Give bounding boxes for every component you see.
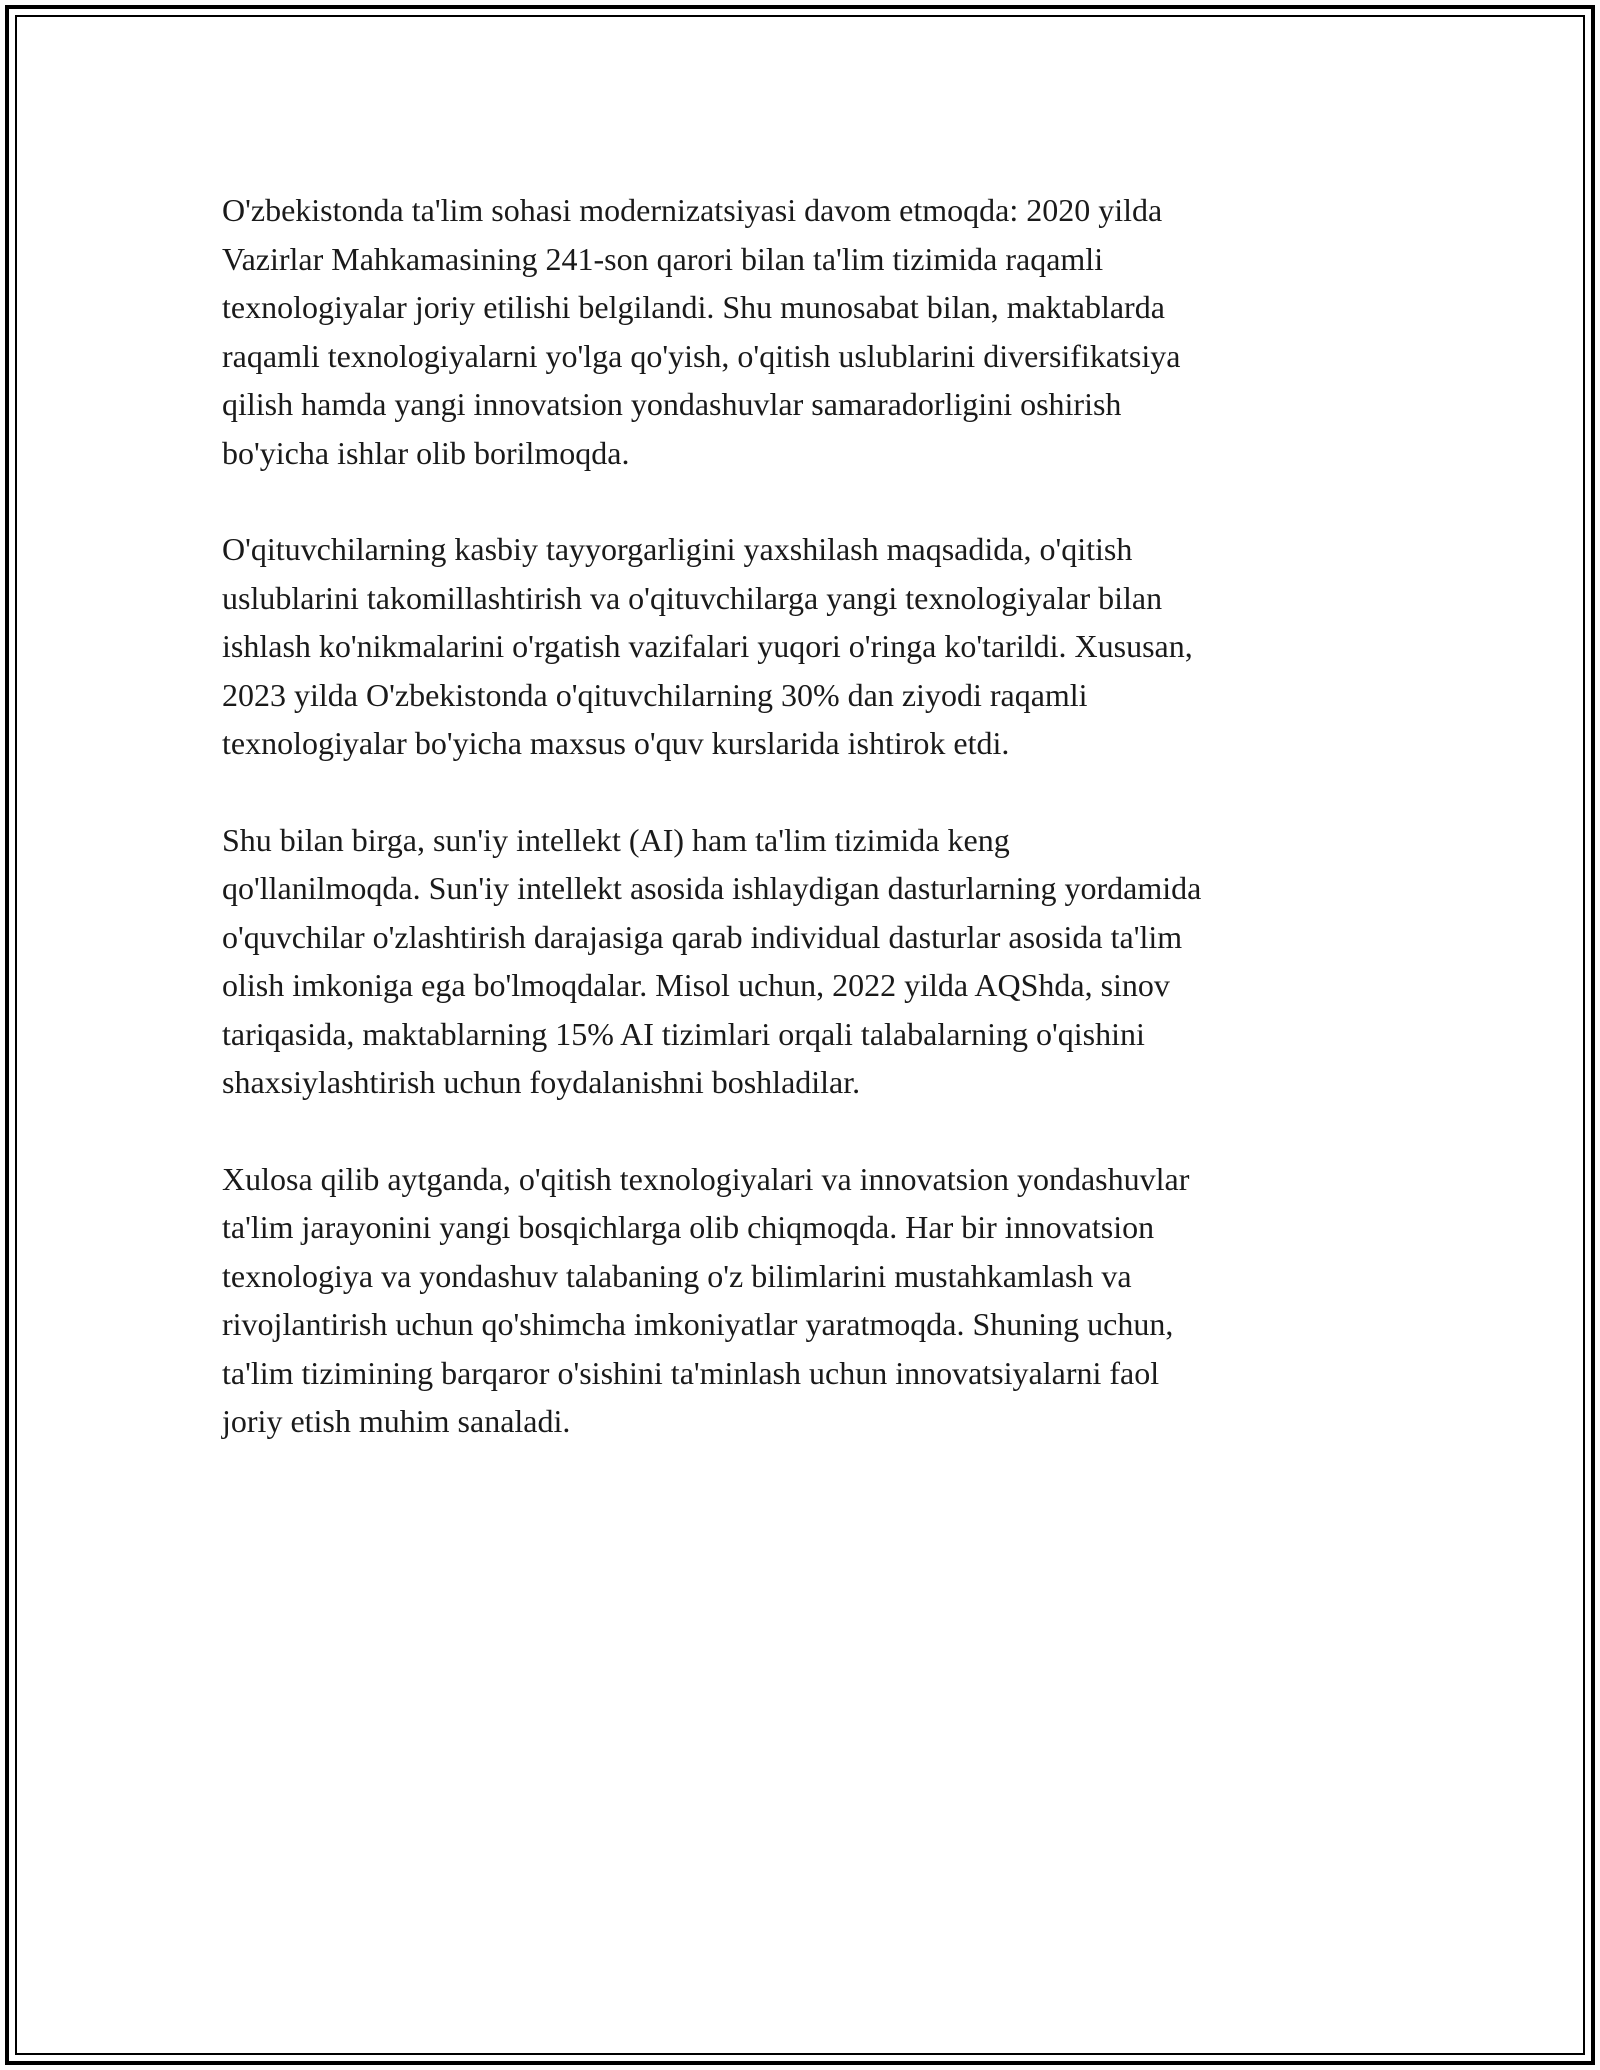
text-line: o'quvchilar o'zlashtirish darajasiga qarab individual dasturlar asosida ta'lim — [222, 918, 1183, 955]
text-line: uslublarini takomillashtirish va o'qituvchilarga yangi texnologiyalar bilan — [222, 579, 1163, 616]
text-line: Vazirlar Mahkamasining 241-son qarori bilan ta'lim tizimida raqamli — [222, 240, 1104, 277]
text-line: texnologiyalar joriy etilishi belgilandi. Shu munosabat bilan, maktablarda — [222, 289, 1165, 325]
text-line: ta'lim jarayonini yangi bosqichlarga olib chiqmoqda. Har bir innovatsion — [222, 1209, 1155, 1245]
text-line: olish imkoniga ega bo'lmoqdalar. Misol uchun, 2022 yilda AQShda, sinov — [222, 967, 1170, 1003]
text-line: O'zbekistonda ta'lim sohasi modernizatsiyasi davom etmoqda: 2020 yilda — [222, 192, 1163, 228]
text-line: shaxsiylashtirish uchun foydalanishni boshladilar. — [222, 1064, 861, 1100]
text-line: texnologiyalar bo'yicha maxsus o'quv kurslarida ishtirok etdi. — [222, 725, 1010, 761]
paragraph-3 — [222, 816, 1372, 1107]
text-line: raqamli texnologiyalarni yo'lga qo'yish, o'qitish uslublarini diversifikatsiya — [222, 337, 1181, 374]
paragraph-4 — [222, 1155, 1372, 1446]
paragraph-1 — [222, 186, 1372, 477]
text-line: O'qituvchilarning kasbiy tayyorgarligini yaxshilash maqsadida, o'qitish — [222, 531, 1133, 567]
text-line: qilish hamda yangi innovatsion yondashuvlar samaradorligini oshirish — [222, 386, 1122, 422]
text-line: qo'llanilmoqda. Sun'iy intellekt asosida ishlaydigan dasturlarning yordamida — [222, 870, 1202, 906]
text-line: joriy etish muhim sanaladi. — [222, 1403, 571, 1439]
text-line: ishlash ko'nikmalarini o'rgatish vazifalari yuqori o'ringa ko'tarildi. Xususan, — [222, 628, 1193, 664]
text-line: Xulosa qilib aytganda, o'qitish texnologiyalari va innovatsion yondashuvlar — [222, 1160, 1190, 1197]
text-line: bo'yicha ishlar olib borilmoqda. — [222, 434, 630, 471]
text-line: ta'lim tizimining barqaror o'sishini ta'minlash uchun innovatsiyalarni faol — [222, 1354, 1160, 1391]
text-line: texnologiya va yondashuv talabaning o'z bilimlarini mustahkamlash va — [222, 1257, 1132, 1294]
text-line: rivojlantirish uchun qo'shimcha imkoniyatlar yaratmoqda. Shuning uchun, — [222, 1306, 1174, 1342]
document-body — [222, 186, 1372, 1494]
text-line: tariqasida, maktablarning 15% AI tizimlari orqali talabalarning o'qishini — [222, 1015, 1145, 1052]
text-line: Shu bilan birga, sun'iy intellekt (AI) ham ta'lim tizimida keng — [222, 821, 1010, 858]
paragraph-2 — [222, 525, 1372, 768]
text-line: 2023 yilda O'zbekistonda o'qituvchilarning 30% dan ziyodi raqamli — [222, 676, 1088, 713]
